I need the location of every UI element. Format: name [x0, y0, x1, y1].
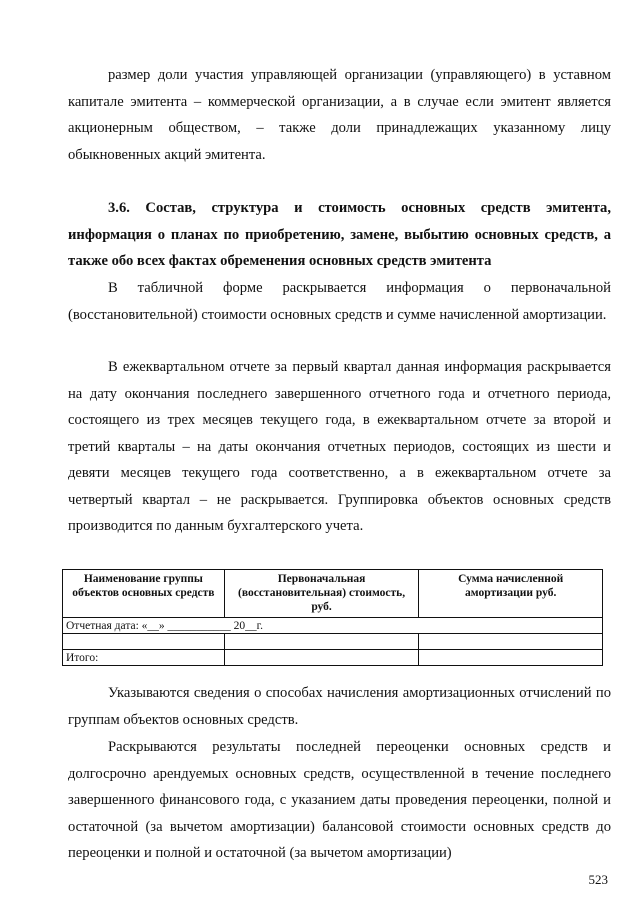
section-paragraph-1: В табличной форме раскрывается информация о первоначальной (восстановительной) стоимости основных средств и сумме начисленной амортизации.: [68, 280, 611, 323]
section-paragraph-2: В ежеквартальном отчете за первый квартал данная информация раскрывается на дату окончания последнего завершенного отчетного года и отчетного периода, состоящего из трех месяцев текущего года, в ежеквартальном отчете за второй и третий кварталы – на даты окончания отчетных периодов, состоящих из шести и девяти месяцев текущего года соответственно, а в ежеквартальном отчете за четвертый квартал – не раскрывается. Группировка объектов основных средств производится по данным бухгалтерского учета.: [68, 359, 611, 534]
depreciation-methods-paragraph: Указываются сведения о способах начисления амортизационных отчислений по группам объектов основных средств.: [68, 685, 611, 728]
intro-paragraph: размер доли участия управляющей организации (управляющего) в уставном капитале эмитента – коммерческой организации, а в случае если эмитент является акционерным обществом, – также доли принадлежащих указанному лицу обыкновенных акций эмитента.: [68, 67, 611, 163]
table-row-reporting-date: [63, 618, 603, 634]
section-heading: 3.6. Состав, структура и стоимость основных средств эмитента, информация о планах по приобретению, замене, выбытию основных средств, а также обо всех фактах обременения основных средств эмитента: [68, 200, 611, 269]
table-cell: [63, 634, 225, 650]
header-initial-cost: Первоначальная (восстановительная) стоимость, руб.: [224, 570, 419, 618]
table-cell: [224, 634, 419, 650]
table-cell: [419, 634, 603, 650]
table-cell: [224, 650, 419, 666]
page-number: 523: [588, 872, 608, 887]
reporting-date-cell: Отчетная дата: «__» ___________ 20__г.: [63, 618, 603, 634]
table-cell: [419, 650, 603, 666]
total-label-cell: Итого:: [63, 650, 225, 666]
header-asset-group: Наименование группы объектов основных средств: [63, 570, 225, 618]
fixed-assets-table: [62, 569, 603, 666]
header-depreciation: Сумма начисленной амортизации руб.: [419, 570, 603, 618]
table-row-empty: [63, 634, 603, 650]
revaluation-paragraph: Раскрываются результаты последней переоценки основных средств и долгосрочно арендуемых основных средств, осуществленной в течение последнего завершенного финансового года, с указанием даты проведения переоценки, полной и остаточной (за вычетом амортизации) балансовой стоимости основных средств до переоценки и полной и остаточной (за вычетом амортизации): [68, 739, 611, 861]
table-header-row: [63, 570, 603, 618]
table-row-total: [63, 650, 603, 666]
